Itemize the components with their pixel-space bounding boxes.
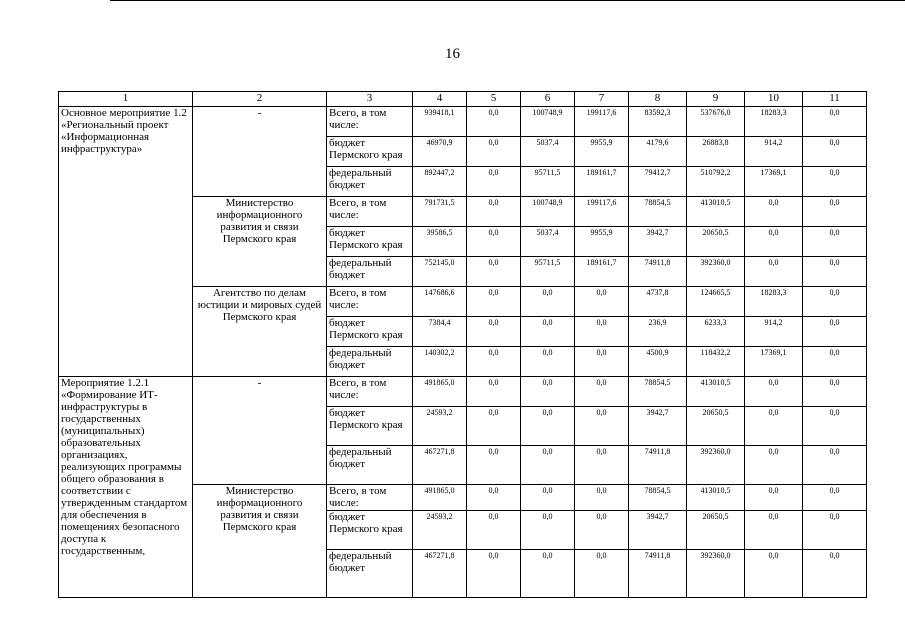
value-cell: 0,0 [521, 377, 575, 407]
value-cell: 0,0 [575, 317, 629, 347]
column-header-row [59, 92, 867, 107]
value-cell: 4179,6 [629, 137, 687, 167]
budget-table [58, 91, 867, 598]
value-cell: 74911,8 [629, 446, 687, 485]
value-cell: 3942,7 [629, 227, 687, 257]
executor-cell: - [193, 377, 327, 485]
funding-source-cell: бюджет Пермского края [327, 407, 413, 446]
value-cell: 0,0 [745, 485, 803, 511]
column-header: 6 [521, 92, 575, 107]
value-cell: 510792,2 [687, 167, 745, 197]
funding-source-cell: федеральный бюджет [327, 257, 413, 287]
value-cell: 392360,0 [687, 550, 745, 598]
value-cell: 0,0 [803, 407, 867, 446]
funding-source-cell: Всего, в том числе: [327, 107, 413, 137]
value-cell: 0,0 [467, 446, 521, 485]
funding-source-cell: Всего, в том числе: [327, 377, 413, 407]
value-cell: 100748,9 [521, 197, 575, 227]
value-cell: 791731,5 [413, 197, 467, 227]
value-cell: 0,0 [521, 511, 575, 550]
column-header: 8 [629, 92, 687, 107]
value-cell: 413010,5 [687, 377, 745, 407]
value-cell: 0,0 [575, 347, 629, 377]
value-cell: 26883,8 [687, 137, 745, 167]
value-cell: 74911,8 [629, 257, 687, 287]
value-cell: 74911,8 [629, 550, 687, 598]
value-cell: 0,0 [745, 377, 803, 407]
value-cell: 537676,0 [687, 107, 745, 137]
value-cell: 189161,7 [575, 257, 629, 287]
value-cell: 0,0 [803, 511, 867, 550]
value-cell: 0,0 [521, 317, 575, 347]
funding-source-cell: Всего, в том числе: [327, 485, 413, 511]
value-cell: 6233,3 [687, 317, 745, 347]
value-cell: 392360,0 [687, 257, 745, 287]
column-header: 10 [745, 92, 803, 107]
value-cell: 0,0 [467, 227, 521, 257]
value-cell: 24593,2 [413, 511, 467, 550]
value-cell: 4737,8 [629, 287, 687, 317]
value-cell: 0,0 [467, 377, 521, 407]
value-cell: 0,0 [521, 407, 575, 446]
value-cell: 0,0 [803, 550, 867, 598]
value-cell: 914,2 [745, 137, 803, 167]
value-cell: 0,0 [467, 167, 521, 197]
executor-cell: Министерство информационного развития и связи Пермского края [193, 485, 327, 598]
value-cell: 0,0 [467, 287, 521, 317]
value-cell: 199117,6 [575, 197, 629, 227]
value-cell: 491865,0 [413, 485, 467, 511]
value-cell: 0,0 [803, 137, 867, 167]
value-cell: 140302,2 [413, 347, 467, 377]
value-cell: 0,0 [803, 317, 867, 347]
value-cell: 20650,5 [687, 511, 745, 550]
value-cell: 0,0 [803, 107, 867, 137]
value-cell: 0,0 [467, 197, 521, 227]
value-cell: 0,0 [467, 107, 521, 137]
value-cell: 9955,9 [575, 227, 629, 257]
value-cell: 0,0 [521, 485, 575, 511]
value-cell: 0,0 [467, 257, 521, 287]
value-cell: 467271,8 [413, 446, 467, 485]
funding-source-cell: федеральный бюджет [327, 446, 413, 485]
value-cell: 413010,5 [687, 485, 745, 511]
column-header: 4 [413, 92, 467, 107]
value-cell: 0,0 [467, 347, 521, 377]
value-cell: 0,0 [575, 446, 629, 485]
executor-cell: Министерство информационного развития и связи Пермского края [193, 197, 327, 287]
table-row [59, 377, 867, 407]
value-cell: 392360,0 [687, 446, 745, 485]
value-cell: 100748,9 [521, 107, 575, 137]
value-cell: 0,0 [521, 550, 575, 598]
value-cell: 118432,2 [687, 347, 745, 377]
value-cell: 892447,2 [413, 167, 467, 197]
value-cell: 0,0 [575, 485, 629, 511]
value-cell: 0,0 [803, 347, 867, 377]
funding-source-cell: Всего, в том числе: [327, 197, 413, 227]
value-cell: 0,0 [745, 257, 803, 287]
value-cell: 0,0 [575, 511, 629, 550]
value-cell: 236,9 [629, 317, 687, 347]
value-cell: 0,0 [521, 347, 575, 377]
value-cell: 20650,5 [687, 227, 745, 257]
table-row [59, 107, 867, 137]
value-cell: 0,0 [803, 377, 867, 407]
value-cell: 46970,9 [413, 137, 467, 167]
column-header: 3 [327, 92, 413, 107]
value-cell: 0,0 [575, 377, 629, 407]
column-header: 7 [575, 92, 629, 107]
top-border-line [110, 0, 905, 1]
value-cell: 0,0 [467, 407, 521, 446]
value-cell: 18283,3 [745, 287, 803, 317]
value-cell: 0,0 [467, 317, 521, 347]
value-cell: 83592,3 [629, 107, 687, 137]
funding-source-cell: федеральный бюджет [327, 167, 413, 197]
executor-cell: - [193, 107, 327, 197]
value-cell: 0,0 [467, 511, 521, 550]
value-cell: 0,0 [521, 446, 575, 485]
value-cell: 0,0 [745, 227, 803, 257]
value-cell: 147686,6 [413, 287, 467, 317]
event-name-cell: Основное мероприятие 1.2 «Региональный проект «Информационная инфраструктура» [59, 107, 193, 377]
column-header: 5 [467, 92, 521, 107]
value-cell: 0,0 [467, 485, 521, 511]
value-cell: 0,0 [803, 197, 867, 227]
value-cell: 78854,5 [629, 197, 687, 227]
column-header: 11 [803, 92, 867, 107]
value-cell: 0,0 [803, 257, 867, 287]
value-cell: 24593,2 [413, 407, 467, 446]
value-cell: 0,0 [803, 227, 867, 257]
value-cell: 95711,5 [521, 257, 575, 287]
value-cell: 467271,8 [413, 550, 467, 598]
value-cell: 914,2 [745, 317, 803, 347]
value-cell: 0,0 [745, 407, 803, 446]
funding-source-cell: федеральный бюджет [327, 550, 413, 598]
funding-source-cell: федеральный бюджет [327, 347, 413, 377]
value-cell: 18283,3 [745, 107, 803, 137]
value-cell: 124665,5 [687, 287, 745, 317]
value-cell: 0,0 [467, 550, 521, 598]
value-cell: 20650,5 [687, 407, 745, 446]
value-cell: 39586,5 [413, 227, 467, 257]
value-cell: 199117,6 [575, 107, 629, 137]
value-cell: 0,0 [745, 511, 803, 550]
value-cell: 79412,7 [629, 167, 687, 197]
value-cell: 5037,4 [521, 227, 575, 257]
value-cell: 3942,7 [629, 407, 687, 446]
value-cell: 0,0 [803, 485, 867, 511]
value-cell: 17369,1 [745, 167, 803, 197]
executor-cell: Агентство по делам юстиции и мировых судей Пермского края [193, 287, 327, 377]
value-cell: 0,0 [745, 550, 803, 598]
value-cell: 939418,1 [413, 107, 467, 137]
value-cell: 0,0 [803, 446, 867, 485]
funding-source-cell: бюджет Пермского края [327, 511, 413, 550]
value-cell: 17369,1 [745, 347, 803, 377]
value-cell: 189161,7 [575, 167, 629, 197]
value-cell: 0,0 [575, 407, 629, 446]
value-cell: 95711,5 [521, 167, 575, 197]
value-cell: 9955,9 [575, 137, 629, 167]
value-cell: 0,0 [575, 287, 629, 317]
value-cell: 0,0 [803, 287, 867, 317]
funding-source-cell: Всего, в том числе: [327, 287, 413, 317]
column-header: 1 [59, 92, 193, 107]
value-cell: 7384,4 [413, 317, 467, 347]
value-cell: 491865,0 [413, 377, 467, 407]
value-cell: 0,0 [745, 197, 803, 227]
value-cell: 5037,4 [521, 137, 575, 167]
value-cell: 0,0 [575, 550, 629, 598]
funding-source-cell: бюджет Пермского края [327, 227, 413, 257]
value-cell: 0,0 [803, 167, 867, 197]
column-header: 2 [193, 92, 327, 107]
value-cell: 78854,5 [629, 485, 687, 511]
value-cell: 413010,5 [687, 197, 745, 227]
column-header: 9 [687, 92, 745, 107]
value-cell: 752145,0 [413, 257, 467, 287]
page-number: 16 [445, 46, 460, 62]
value-cell: 0,0 [467, 137, 521, 167]
funding-source-cell: бюджет Пермского края [327, 137, 413, 167]
value-cell: 0,0 [745, 446, 803, 485]
value-cell: 78854,5 [629, 377, 687, 407]
event-name-cell: Мероприятие 1.2.1 «Формирование ИТ-инфраструктуры в государственных (муниципальных) образовательных организациях, реализующих программы общего образования в соответствии с утвержденным стандартом для обеспечения в помещениях безопасного доступа к государственным, [59, 377, 193, 598]
funding-source-cell: бюджет Пермского края [327, 317, 413, 347]
value-cell: 3942,7 [629, 511, 687, 550]
value-cell: 4500,9 [629, 347, 687, 377]
value-cell: 0,0 [521, 287, 575, 317]
